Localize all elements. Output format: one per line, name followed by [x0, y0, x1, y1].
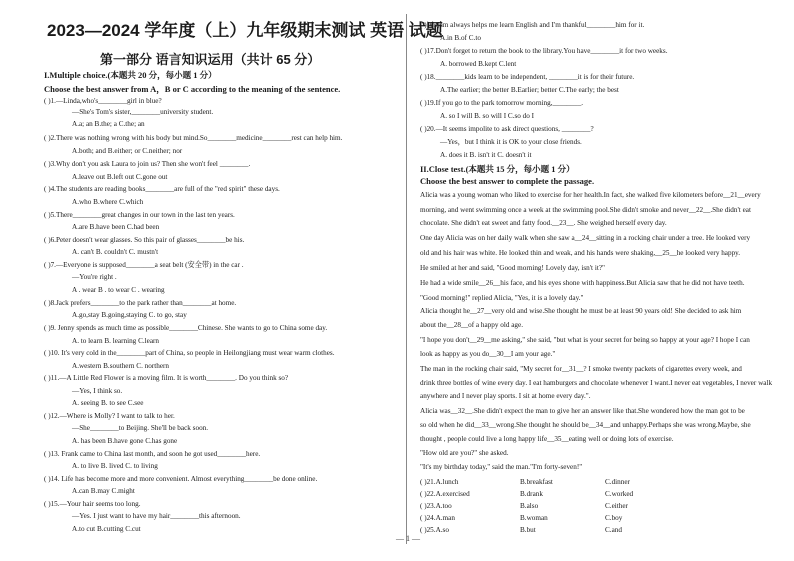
option-line: A.The earlier; the better B.Earlier; better C.The early; the best [440, 86, 619, 94]
part2-instruction: Choose the best answer to complete the passage. [420, 176, 595, 186]
question-line: —Yes, I think so. [72, 387, 123, 395]
question-line: ( )4.The students are reading books________are full of the "red spirit" these days. [44, 185, 280, 193]
passage-line: thought , people could live a long happy life__35__eating well or doing lots of exercise. [420, 435, 674, 443]
passage-line: He had a wide smile__26__his face, and his eyes shone with happiness.But Alicia saw that he did not have teeth. [420, 279, 745, 287]
question-line: ( )14. Life has become more and more convenient. Almost everything________be done online. [44, 475, 318, 483]
page-title: 2023—2024 学年度（上）九年级期末测试 英语 试题 [47, 21, 443, 40]
question-line: ( )20.—It seems impolite to ask direct questions, ________? [420, 125, 594, 133]
question-line: ( )11.—A Little Red Flower is a moving film. It is worth________. Do you think so? [44, 374, 289, 382]
question-line: ( )12.—Where is Molly? I want to talk to her. [44, 412, 175, 420]
question-line: ( )5.There________great changes in our town in the last ten years. [44, 211, 235, 219]
passage-line: morning, and went swimming once a week at the swimming pool.She didn't smoke and never__22__.She didn't eat [420, 206, 751, 214]
option-line: A. can't B. couldn't C. mustn't [72, 248, 159, 256]
question-line: ( )8.Jack prefers________to the park rather than________at home. [44, 299, 237, 307]
question-line: ( )2.There was nothing wrong with his body but mind.So________medicine________rest can help him. [44, 134, 343, 142]
question-line: ( )3.Why don't you ask Laura to join us? Then she won't feel ________. [44, 160, 251, 168]
passage-line: anywhere and I never play sports. I sit at home every day.". [420, 392, 591, 400]
passage-line: He smiled at her and said, "Good morning! Lovely day, isn't it?" [420, 264, 605, 272]
cloze-option-c: C.boy [605, 514, 623, 522]
option-line: A.both; and B.either; or C.neither; nor [72, 147, 183, 155]
option-line: A. does it B. isn't it C. doesn't it [440, 151, 532, 159]
option-line: A.western B.southern C. northern [72, 362, 170, 370]
question-line: ( )16.Sam always helps me learn English and I'm thankful________him for it. [420, 21, 645, 29]
cloze-option-a: ( )23.A.too [420, 502, 452, 510]
passage-line: old and his hair was white. He looked thin and weak, and his hands were shaking,__25__he looked very happy. [420, 249, 741, 257]
passage-line: "Good morning!" replied Alicia, "Yes, it is a lovely day." [420, 294, 584, 302]
option-line: A.leave out B.left out C.gone out [72, 173, 168, 181]
part1-heading: I.Multiple choice.(本题共 20 分，每小题 1 分） [44, 70, 217, 80]
passage-line: Alicia was a young woman who liked to exercise for her health.In fact, she walked five kilometers before__21__every [420, 191, 761, 199]
question-line: ( )13. Frank came to China last month, and soon he got used________here. [44, 450, 261, 458]
option-line: A.a; an B.the; a C.the; an [72, 120, 145, 128]
section-title: 第一部分 语言知识运用（共计 65 分） [100, 52, 321, 67]
cloze-option-b: B.drank [520, 490, 543, 498]
cloze-option-b: B.woman [520, 514, 548, 522]
option-line: A.can B.may C.might [72, 487, 135, 495]
option-line: A. to learn B. learning C.learn [72, 337, 160, 345]
part1-instruction: Choose the best answer from A，B or C according to the meaning of the sentence. [44, 84, 341, 94]
option-line: A.in B.of C.to [440, 34, 481, 42]
column-divider [406, 14, 407, 544]
cloze-option-c: C.either [605, 502, 628, 510]
option-line: A.are B.have been C.had been [72, 223, 160, 231]
passage-line: "I hope you don't__29__me asking," she said, "but what is your secret for being so happy at your age? I hope I can [420, 336, 750, 344]
question-line: ( )9. Jenny spends as much time as possible________Chinese. She wants to go to China some day. [44, 324, 328, 332]
cloze-option-b: B.also [520, 502, 539, 510]
page-number: — 1 — [396, 534, 420, 543]
option-line: A. borrowed B.kept C.lent [440, 60, 517, 68]
passage-line: Alicia was__32__.She didn't expect the man to give her an answer like that.She wondered how the man got to be [420, 407, 745, 415]
option-line: A. to live B. lived C. to living [72, 462, 158, 470]
question-line: ( )1.—Linda,who's________girl in blue? [44, 97, 162, 105]
passage-line: Alicia thought he__27__very old and wise.She thought he must be at least 90 years old! She decided to ask him [420, 307, 742, 315]
option-line: A. seeing B. to see C.see [72, 399, 144, 407]
question-line: ( )6.Peter doesn't wear glasses. So this pair of glasses________be his. [44, 236, 245, 244]
passage-line: One day Alicia was on her daily walk when she saw a__24__sitting in a rocking chair under a tree. He looked very [420, 234, 751, 242]
cloze-option-a: ( )22.A.exercised [420, 490, 470, 498]
question-line: —She________to Beijing. She'll be back soon. [72, 424, 209, 432]
option-line: A . wear B . to wear C . wearing [72, 286, 165, 294]
passage-line: drink three bottles of wine every day. I eat hamburgers and chocolate whenever I want.I never eat vegetables, I never walk [420, 379, 773, 387]
cloze-option-a: ( )25.A.so [420, 526, 449, 534]
question-line: —Yes. I just want to have my hair________this afternoon. [72, 512, 241, 520]
cloze-option-b: B.breakfast [520, 478, 553, 486]
option-line: A.who B.where C.which [72, 198, 144, 206]
cloze-option-a: ( )24.A.man [420, 514, 455, 522]
passage-line: about the__28__of a happy old age. [420, 321, 523, 329]
part2-heading: II.Close test.(本题共 15 分，每小题 1 分） [420, 164, 575, 174]
question-line: —She's Tom's sister,________university student. [72, 108, 214, 116]
passage-line: "It's my birthday today," said the man."I'm forty-seven!" [420, 463, 583, 471]
passage-line: The man in the rocking chair said, "My secret for__31__? I smoke twenty packets of cigarettes every week, and [420, 365, 742, 373]
cloze-option-a: ( )21.A.lunch [420, 478, 459, 486]
question-line: ( )15.—Your hair seems too long. [44, 500, 141, 508]
question-line: ( )10. It's very cold in the________part of China, so people in Heilongjiang must wear warm clothes. [44, 349, 335, 357]
cloze-option-c: C.and [605, 526, 622, 534]
option-line: A.go,stay B.going,staying C. to go, stay [72, 311, 187, 319]
cloze-option-c: C.dinner [605, 478, 630, 486]
passage-line: "How old are you?" she asked. [420, 449, 509, 457]
passage-line: so old when he did__33__wrong.She thought he should be__34__and unhappy.Perhaps she was wrong.Maybe, she [420, 421, 751, 429]
question-line: ( )7.—Everyone is supposed________a seat belt (安全带) in the car . [44, 261, 244, 269]
cloze-option-b: B.but [520, 526, 536, 534]
cloze-option-c: C.worked [605, 490, 634, 498]
option-line: A. has been B.have gone C.has gone [72, 437, 178, 445]
question-line: ( )19.If you go to the park tomorrow morning,________. [420, 99, 584, 107]
question-line: —You're right . [72, 273, 117, 281]
question-line: ( )18.________kids learn to be independent, ________it is for their future. [420, 73, 635, 81]
option-line: A.to cut B.cutting C.cut [72, 525, 141, 533]
passage-line: chocolate. She didn't eat sweet and fatty food.__23__. She weighed herself every day. [420, 219, 667, 227]
passage-line: look as happy as you do__30__I am your age." [420, 350, 556, 358]
question-line: —Yes，but I think it is OK to your close friends. [440, 138, 582, 146]
option-line: A. so I will B. so will I C.so do I [440, 112, 535, 120]
question-line: ( )17.Don't forget to return the book to the library.You have________it for two weeks. [420, 47, 668, 55]
